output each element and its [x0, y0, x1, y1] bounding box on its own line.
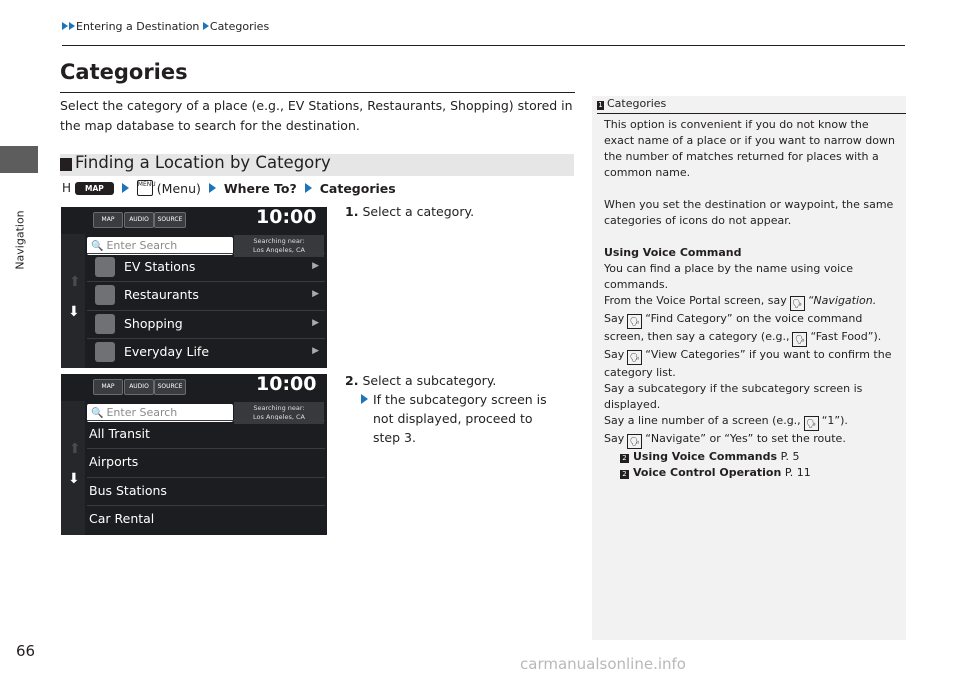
search-placeholder: Enter Search: [106, 406, 178, 419]
list-item-label: Shopping: [124, 316, 183, 331]
note-line: You can find a place by the name using voice commands.: [604, 262, 853, 291]
map-button[interactable]: MAP: [93, 212, 123, 228]
map-button[interactable]: MAP: [93, 379, 123, 395]
searching-near-value: Los Angeles, CA: [253, 413, 305, 421]
breadcrumb: [62, 20, 269, 33]
intro-text: Select the category of a place (e.g., EV Stations, Restaurants, Shopping) stored in the map database to search for the destination.: [60, 98, 573, 133]
searching-near-label: Searching near:: [253, 404, 305, 412]
list-item-label: Airports: [89, 454, 139, 469]
list-item[interactable]: [87, 281, 325, 309]
voice-icon: 🗣: [627, 434, 642, 449]
screen-top-bar: [61, 374, 327, 401]
list-item[interactable]: [87, 253, 325, 281]
subcategory-screen: [61, 374, 327, 535]
reference-label: Using Voice Commands: [633, 450, 778, 463]
voice-icon: 🗣: [627, 350, 642, 365]
note-line: [604, 311, 900, 347]
step-text: Select a subcategory.: [362, 373, 497, 388]
arrow-icon: [62, 22, 68, 30]
note-paragraph: This option is convenient if you do not know the exact name of a place or if you want to narrow down the number of matches returned for places with a common name.: [604, 118, 895, 179]
down-arrow-icon[interactable]: ⬇: [68, 304, 80, 320]
voice-icon: 🗣: [792, 332, 807, 347]
side-tab: [0, 146, 38, 173]
ev-station-icon: [95, 257, 115, 277]
note-text: “Find Category” on the voice command screen, then say a category (e.g.,: [604, 312, 863, 343]
note-text: Say: [604, 312, 625, 325]
list-item-label: Car Rental: [89, 511, 155, 526]
note-divider: [597, 113, 906, 114]
reference-link[interactable]: [604, 465, 900, 481]
step-1: [345, 204, 474, 219]
search-icon: 🔍: [91, 241, 104, 252]
note-heading: [597, 97, 666, 110]
section-square-icon: [60, 158, 72, 171]
step-number: 1.: [345, 204, 359, 219]
step-text: Select a category.: [362, 204, 475, 219]
list-item-label: Bus Stations: [89, 483, 167, 498]
breadcrumb-item[interactable]: Entering a Destination: [76, 20, 200, 33]
note-line: Say a subcategory if the subcategory screen is displayed.: [604, 382, 863, 411]
screen-top-bar: [61, 207, 327, 234]
up-arrow-icon[interactable]: ⬆: [69, 441, 81, 457]
note-line: [604, 431, 900, 449]
source-button[interactable]: SOURCE: [154, 212, 186, 228]
arrow-icon: [361, 394, 368, 404]
voice-icon: 🗣: [804, 416, 819, 431]
header-divider: [62, 45, 905, 46]
reference-page: P. 11: [784, 466, 811, 479]
category-screen: [61, 207, 327, 368]
up-arrow-icon[interactable]: ⬆: [69, 274, 81, 290]
reference-label: Voice Control Operation: [633, 466, 782, 479]
chevron-right-icon: ▶: [312, 346, 319, 356]
note-number-icon: 1: [598, 101, 603, 109]
list-item-label: EV Stations: [124, 259, 196, 274]
arrow-icon: [122, 183, 129, 193]
note-paragraph: When you set the destination or waypoint, the same categories of icons do not appear.: [604, 198, 894, 227]
title-divider: [60, 92, 575, 93]
note-text: “View Categories” if you want to confirm the category list.: [604, 348, 892, 379]
everyday-life-icon: [95, 342, 115, 362]
voice-icon: 🗣: [627, 314, 642, 329]
search-icon: 🔍: [91, 408, 104, 419]
list-item[interactable]: [87, 310, 325, 338]
footer-watermark: carmanualsonline.info: [520, 655, 686, 673]
clock: 10:00: [256, 374, 317, 395]
note-line: [604, 413, 900, 431]
page-title: Categories: [60, 60, 188, 84]
note-text: “Navigate” or “Yes” to set the route.: [645, 432, 846, 445]
searching-near-value: Los Angeles, CA: [253, 246, 305, 254]
step-2: [345, 371, 553, 447]
side-label: Navigation: [13, 210, 27, 270]
note-text: “1”).: [821, 414, 848, 427]
arrow-icon: [69, 22, 75, 30]
section-heading: [60, 154, 574, 176]
section-heading-text: Finding a Location by Category: [75, 153, 331, 172]
reference-link[interactable]: [604, 449, 900, 465]
down-arrow-icon[interactable]: ⬇: [68, 471, 80, 487]
home-icon: H: [62, 181, 72, 195]
searching-near-label: Searching near:: [253, 237, 305, 245]
note-text: Say: [604, 348, 625, 361]
arrow-icon: [209, 183, 216, 193]
list-item-label: All Transit: [89, 426, 150, 441]
audio-button[interactable]: AUDIO: [124, 379, 154, 395]
categories-label: Categories: [319, 180, 396, 196]
chevron-right-icon: ▶: [312, 261, 319, 271]
note-line: [604, 347, 900, 381]
page-number: 66: [16, 642, 36, 660]
reference-icon: 2: [620, 454, 629, 463]
shopping-icon: [95, 314, 115, 334]
list-item-label: Restaurants: [124, 287, 199, 302]
search-placeholder: Enter Search: [106, 239, 178, 252]
list-item-label: Everyday Life: [124, 344, 210, 359]
source-button[interactable]: SOURCE: [154, 379, 186, 395]
reference-icon: 2: [620, 470, 629, 479]
arrow-icon: [203, 22, 209, 30]
menu-path: [62, 180, 396, 196]
arrow-icon: [305, 183, 312, 193]
list-item[interactable]: [87, 477, 325, 505]
voice-icon: 🗣: [790, 296, 805, 311]
voice-command-heading: Using Voice Command: [604, 246, 742, 259]
audio-button[interactable]: AUDIO: [124, 212, 154, 228]
list-item[interactable]: [87, 338, 325, 366]
note-line: [604, 293, 900, 311]
map-button-icon: MAP: [75, 182, 114, 195]
note-text: From the Voice Portal screen, say: [604, 294, 787, 307]
restaurant-icon: [95, 285, 115, 305]
note-text: Say: [604, 432, 625, 445]
breadcrumb-item[interactable]: Categories: [209, 20, 270, 33]
list-item[interactable]: [87, 420, 325, 448]
note-heading-text: Categories: [607, 97, 667, 110]
step-number: 2.: [345, 373, 359, 388]
note-body: [604, 117, 900, 481]
chevron-right-icon: ▶: [312, 318, 319, 328]
reference-page: P. 5: [780, 450, 800, 463]
chevron-right-icon: ▶: [312, 289, 319, 299]
list-item[interactable]: [87, 448, 325, 476]
note-text: “Navigation.: [807, 294, 877, 307]
scroll-column: [61, 234, 85, 368]
note-text: Say a line number of a screen (e.g.,: [604, 414, 801, 427]
scroll-column: [61, 401, 85, 535]
where-to-label: Where To?: [223, 180, 297, 196]
clock: 10:00: [256, 207, 317, 228]
note-text: “Fast Food”).: [810, 330, 882, 343]
menu-label: (Menu): [156, 180, 201, 196]
step-subtext: If the subcategory screen is not displayed, proceed to step 3.: [373, 392, 547, 445]
menu-icon: MENU: [137, 180, 153, 196]
list-item[interactable]: [87, 505, 325, 533]
